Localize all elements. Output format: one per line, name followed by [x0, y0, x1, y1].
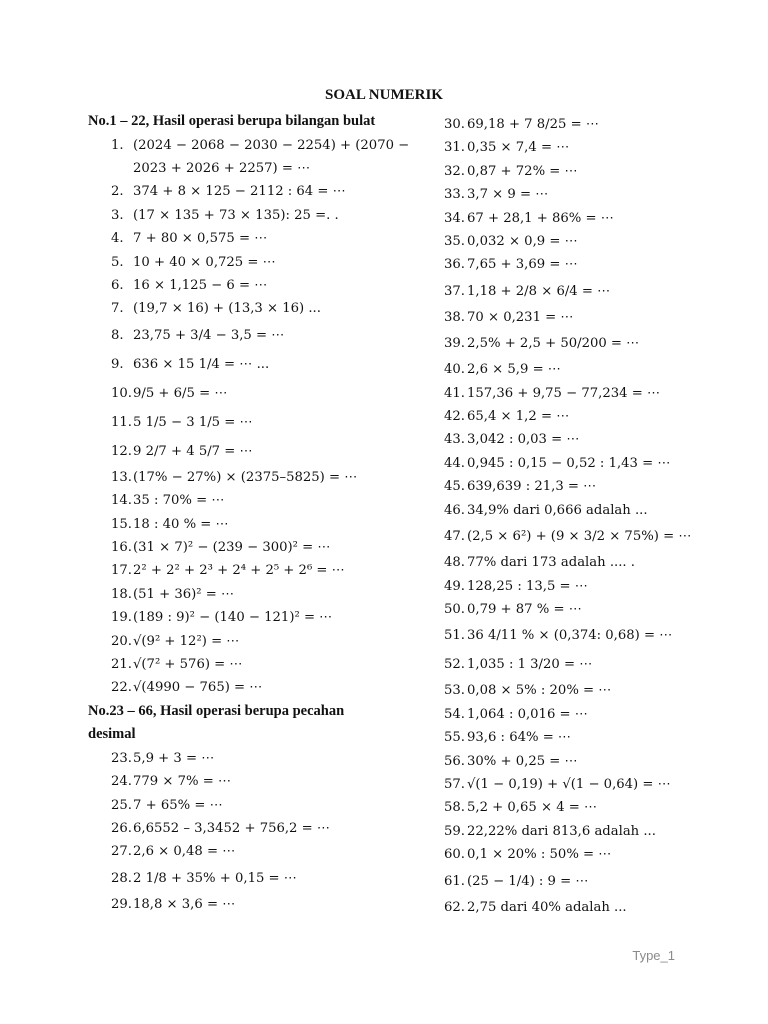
- section-heading-2: No.23 – 66, Hasil operasi berupa pecahan: [88, 702, 345, 719]
- question-expression: (17 × 135 + 73 × 135): 25 =. .: [133, 207, 339, 223]
- question-number: 48.: [444, 555, 465, 571]
- question-number: 28.: [111, 870, 132, 886]
- question-number: 47.: [444, 529, 465, 545]
- question-expression: 0,032 × 0,9 = ⋯: [467, 234, 578, 250]
- question-number: 22.: [111, 680, 132, 696]
- question-number: 46.: [444, 502, 465, 518]
- question-expression: 30% + 0,25 = ⋯: [467, 753, 578, 769]
- question-item: [88, 321, 413, 350]
- question-number: 17.: [111, 563, 132, 579]
- question-item: [444, 703, 744, 726]
- question-expression: 1,18 + 2/8 × 6/4 = ⋯: [467, 283, 611, 299]
- question-item: [444, 358, 744, 381]
- question-item: [444, 843, 744, 866]
- section-heading-2-cont: desimal: [88, 726, 136, 743]
- question-number: 2.: [111, 184, 124, 200]
- section-heading-1: No.1 – 22, Hasil operasi berupa bilangan bulat: [88, 113, 376, 129]
- question-number: 54.: [444, 706, 465, 722]
- question-expression: 67 + 28,1 + 86% = ⋯: [467, 210, 614, 226]
- question-expression: 0,35 × 7,4 = ⋯: [467, 140, 570, 156]
- question-number: 6.: [111, 277, 124, 293]
- question-expression: 0,79 + 87 % = ⋯: [467, 601, 582, 617]
- question-number: 7.: [111, 301, 124, 317]
- question-number: 27.: [111, 844, 132, 860]
- question-item: [444, 621, 744, 650]
- question-item: [444, 867, 744, 896]
- question-number: 32.: [444, 163, 465, 179]
- question-item: [444, 160, 744, 183]
- right-column: [444, 113, 744, 919]
- question-number: 5.: [111, 254, 124, 270]
- question-item: [444, 253, 744, 276]
- question-expression: 7,65 + 3,69 = ⋯: [467, 257, 578, 273]
- question-item: [444, 452, 744, 475]
- question-expression: 639,639 : 21,3 = ⋯: [467, 479, 597, 495]
- question-item: [444, 726, 744, 749]
- question-item: [88, 893, 413, 916]
- question-expression: 7 + 65% = ⋯: [133, 797, 223, 813]
- question-item: [88, 350, 413, 379]
- question-item: [88, 274, 413, 297]
- question-item: [444, 896, 744, 919]
- question-item: [88, 653, 413, 676]
- question-expression: 18,8 × 3,6 = ⋯: [133, 896, 236, 912]
- question-expression: (2024 − 2068 − 2030 − 2254) + (2070 −: [133, 137, 410, 153]
- question-number: 30.: [444, 117, 465, 132]
- question-expression: 65,4 × 1,2 = ⋯: [467, 409, 570, 425]
- question-number: 40.: [444, 362, 465, 378]
- question-expression: (25 − 1/4) : 9 = ⋯: [467, 873, 589, 889]
- question-item: [444, 428, 744, 451]
- question-expression: 23,75 + 3/4 − 3,5 = ⋯: [133, 327, 285, 343]
- question-expression: 1,064 : 0,016 = ⋯: [467, 706, 588, 722]
- question-item: [444, 136, 744, 159]
- question-item: [88, 227, 413, 250]
- question-expression: 2,6 × 5,9 = ⋯: [467, 362, 561, 378]
- question-number: 24.: [111, 774, 132, 790]
- question-number: 53.: [444, 683, 465, 699]
- question-number: 49.: [444, 578, 465, 594]
- question-number: 16.: [111, 539, 132, 555]
- question-number: 34.: [444, 210, 465, 226]
- question-expression: 69,18 + 7 8/25 = ⋯: [467, 117, 600, 132]
- question-item: [444, 820, 744, 843]
- question-number: 1.: [111, 137, 124, 153]
- question-number: 33.: [444, 187, 465, 203]
- question-expression: 128,25 : 13,5 = ⋯: [467, 578, 588, 594]
- question-expression: 374 + 8 × 125 − 2112 : 64 = ⋯: [133, 184, 346, 200]
- question-expression: 22,22% dari 813,6 adalah ...: [467, 823, 656, 839]
- question-item: [88, 630, 413, 653]
- question-expression: 0,945 : 0,15 − 0,52 : 1,43 = ⋯: [467, 455, 671, 471]
- question-expression: (31 × 7)² − (239 − 300)² = ⋯: [133, 539, 331, 555]
- question-number: 44.: [444, 455, 465, 471]
- question-number: 18.: [111, 586, 132, 602]
- left-column: [88, 110, 413, 916]
- question-expression: 35 : 70% = ⋯: [133, 493, 225, 509]
- question-expression: 34,9% dari 0,666 adalah ...: [467, 502, 648, 518]
- question-item: [88, 134, 413, 157]
- question-item: [88, 157, 413, 180]
- question-number: 9.: [111, 356, 124, 372]
- question-expression: (51 + 36)² = ⋯: [133, 586, 235, 602]
- question-expression: 77% dari 173 adalah .... .: [467, 555, 635, 571]
- question-number: 59.: [444, 823, 465, 839]
- question-expression: 0,08 × 5% : 20% = ⋯: [467, 683, 612, 699]
- question-item: [444, 405, 744, 428]
- question-item: [444, 499, 744, 522]
- question-expression: 2,5% + 2,5 + 50/200 = ⋯: [467, 336, 640, 352]
- question-number: 39.: [444, 336, 465, 352]
- question-number: [111, 157, 133, 180]
- question-item: [444, 796, 744, 819]
- question-number: 23.: [111, 750, 132, 766]
- question-expression: √(4990 − 765) = ⋯: [133, 680, 263, 696]
- question-item: [444, 522, 744, 551]
- question-number: 14.: [111, 493, 132, 509]
- question-number: 15.: [111, 516, 132, 532]
- question-expression: 2,75 dari 40% adalah ...: [467, 899, 627, 915]
- question-number: 35.: [444, 234, 465, 250]
- question-expression: 5,9 + 3 = ⋯: [133, 750, 215, 766]
- question-expression: (19,7 × 16) + (13,3 × 16) ...: [133, 301, 321, 317]
- question-item: [88, 606, 413, 629]
- question-item: [444, 277, 744, 306]
- question-item: [88, 466, 413, 489]
- question-expression: 7 + 80 × 0,575 = ⋯: [133, 231, 268, 247]
- question-item: [444, 113, 744, 136]
- question-number: 42.: [444, 409, 465, 425]
- question-expression: 636 × 15 1/4 = ⋯ ...: [133, 356, 270, 372]
- question-number: 41.: [444, 385, 465, 401]
- question-number: 10.: [111, 385, 132, 401]
- question-item: [444, 183, 744, 206]
- question-number: 58.: [444, 800, 465, 816]
- question-item: [88, 251, 413, 274]
- question-number: 26.: [111, 821, 132, 837]
- question-item: [444, 230, 744, 253]
- question-item: [444, 475, 744, 498]
- question-number: 19.: [111, 610, 132, 626]
- question-item: [444, 598, 744, 621]
- question-expression: 779 × 7% = ⋯: [133, 774, 232, 790]
- question-list-2: [88, 747, 413, 916]
- question-item: [88, 817, 413, 840]
- question-item: [88, 747, 413, 770]
- question-expression: 2² + 2² + 2³ + 2⁴ + 2⁵ + 2⁶ = ⋯: [133, 563, 345, 579]
- question-number: 29.: [111, 896, 132, 912]
- question-number: 37.: [444, 283, 465, 299]
- question-expression: 2 1/8 + 35% + 0,15 = ⋯: [133, 870, 297, 886]
- question-number: 4.: [111, 231, 124, 247]
- question-number: 20.: [111, 633, 132, 649]
- question-number: 12.: [111, 443, 132, 459]
- question-item: [444, 575, 744, 598]
- page-title: SOAL NUMERIK: [325, 87, 443, 103]
- question-item: [88, 204, 413, 227]
- question-number: 60.: [444, 847, 465, 863]
- question-item: [444, 382, 744, 405]
- question-expression: √(7² + 576) = ⋯: [133, 657, 243, 672]
- question-expression: 5,2 + 0,65 × 4 = ⋯: [467, 800, 598, 816]
- question-item: [444, 650, 744, 679]
- question-item: [88, 489, 413, 512]
- question-item: [444, 329, 744, 358]
- question-item: [444, 306, 744, 329]
- question-number: 43.: [444, 432, 465, 448]
- question-item: [444, 207, 744, 230]
- question-expression: 1,035 : 1 3/20 = ⋯: [467, 657, 593, 673]
- question-number: 21.: [111, 657, 132, 672]
- question-expression: 9/5 + 6/5 = ⋯: [133, 385, 228, 401]
- question-item: [88, 864, 413, 893]
- question-number: 3.: [111, 207, 124, 223]
- question-expression: (189 : 9)² − (140 − 121)² = ⋯: [133, 610, 333, 626]
- question-item: [88, 770, 413, 793]
- question-number: 38.: [444, 309, 465, 325]
- question-item: [88, 408, 413, 437]
- question-number: 45.: [444, 479, 465, 495]
- question-expression: 70 × 0,231 = ⋯: [467, 309, 574, 325]
- question-number: 31.: [444, 140, 465, 156]
- question-item: [88, 536, 413, 559]
- question-expression: 5 1/5 − 3 1/5 = ⋯: [133, 414, 253, 430]
- question-expression: 3,042 : 0,03 = ⋯: [467, 432, 580, 448]
- question-item: [444, 750, 744, 773]
- question-number: 25.: [111, 797, 132, 813]
- question-expression: 9 2/7 + 4 5/7 = ⋯: [133, 443, 253, 459]
- question-expression: 2,6 × 0,48 = ⋯: [133, 844, 236, 860]
- question-number: 11.: [111, 414, 132, 430]
- question-expression: √(1 − 0,19) + √(1 − 0,64) = ⋯: [467, 776, 671, 792]
- question-number: 52.: [444, 657, 465, 673]
- question-number: 8.: [111, 327, 124, 343]
- question-item: [88, 379, 413, 408]
- question-item: [88, 794, 413, 817]
- question-expression: 3,7 × 9 = ⋯: [467, 187, 549, 203]
- question-item: [88, 559, 413, 582]
- question-list-3: [444, 113, 744, 919]
- question-item: [444, 551, 744, 574]
- question-number: 13.: [111, 469, 132, 485]
- question-expression: 2023 + 2026 + 2257) = ⋯: [133, 160, 311, 176]
- question-item: [88, 180, 413, 203]
- question-number: 55.: [444, 730, 465, 746]
- question-expression: 10 + 40 × 0,725 = ⋯: [133, 254, 276, 270]
- question-item: [88, 840, 413, 863]
- question-item: [88, 513, 413, 536]
- question-number: 61.: [444, 873, 465, 889]
- question-number: 50.: [444, 601, 465, 617]
- question-expression: 0,1 × 20% : 50% = ⋯: [467, 847, 612, 863]
- question-expression: 157,36 + 9,75 − 77,234 = ⋯: [467, 385, 661, 401]
- question-item: [444, 679, 744, 702]
- question-expression: 16 × 1,125 − 6 = ⋯: [133, 277, 268, 293]
- question-item: [88, 676, 413, 699]
- question-item: [444, 773, 744, 796]
- footer-label: Type_1: [632, 948, 675, 963]
- question-number: 62.: [444, 899, 465, 915]
- question-expression: (2,5 × 6²) + (9 × 3/2 × 75%) = ⋯: [467, 529, 692, 545]
- question-expression: 93,6 : 64% = ⋯: [467, 730, 572, 746]
- question-expression: 0,87 + 72% = ⋯: [467, 163, 578, 179]
- question-item: [88, 437, 413, 466]
- question-expression: (17% − 27%) × (2375–5825) = ⋯: [133, 469, 358, 485]
- question-expression: √(9² + 12²) = ⋯: [133, 633, 240, 649]
- question-number: 56.: [444, 753, 465, 769]
- question-expression: 18 : 40 % = ⋯: [133, 516, 229, 532]
- question-expression: 6,6552 – 3,3452 + 756,2 = ⋯: [133, 821, 331, 837]
- question-expression: 36 4/11 % × (0,374: 0,68) = ⋯: [467, 628, 673, 644]
- question-number: 36.: [444, 257, 465, 273]
- question-item: [88, 583, 413, 606]
- question-number: 57.: [444, 776, 465, 792]
- question-number: 51.: [444, 628, 465, 644]
- question-list-1: [88, 134, 413, 700]
- question-item: [88, 297, 413, 320]
